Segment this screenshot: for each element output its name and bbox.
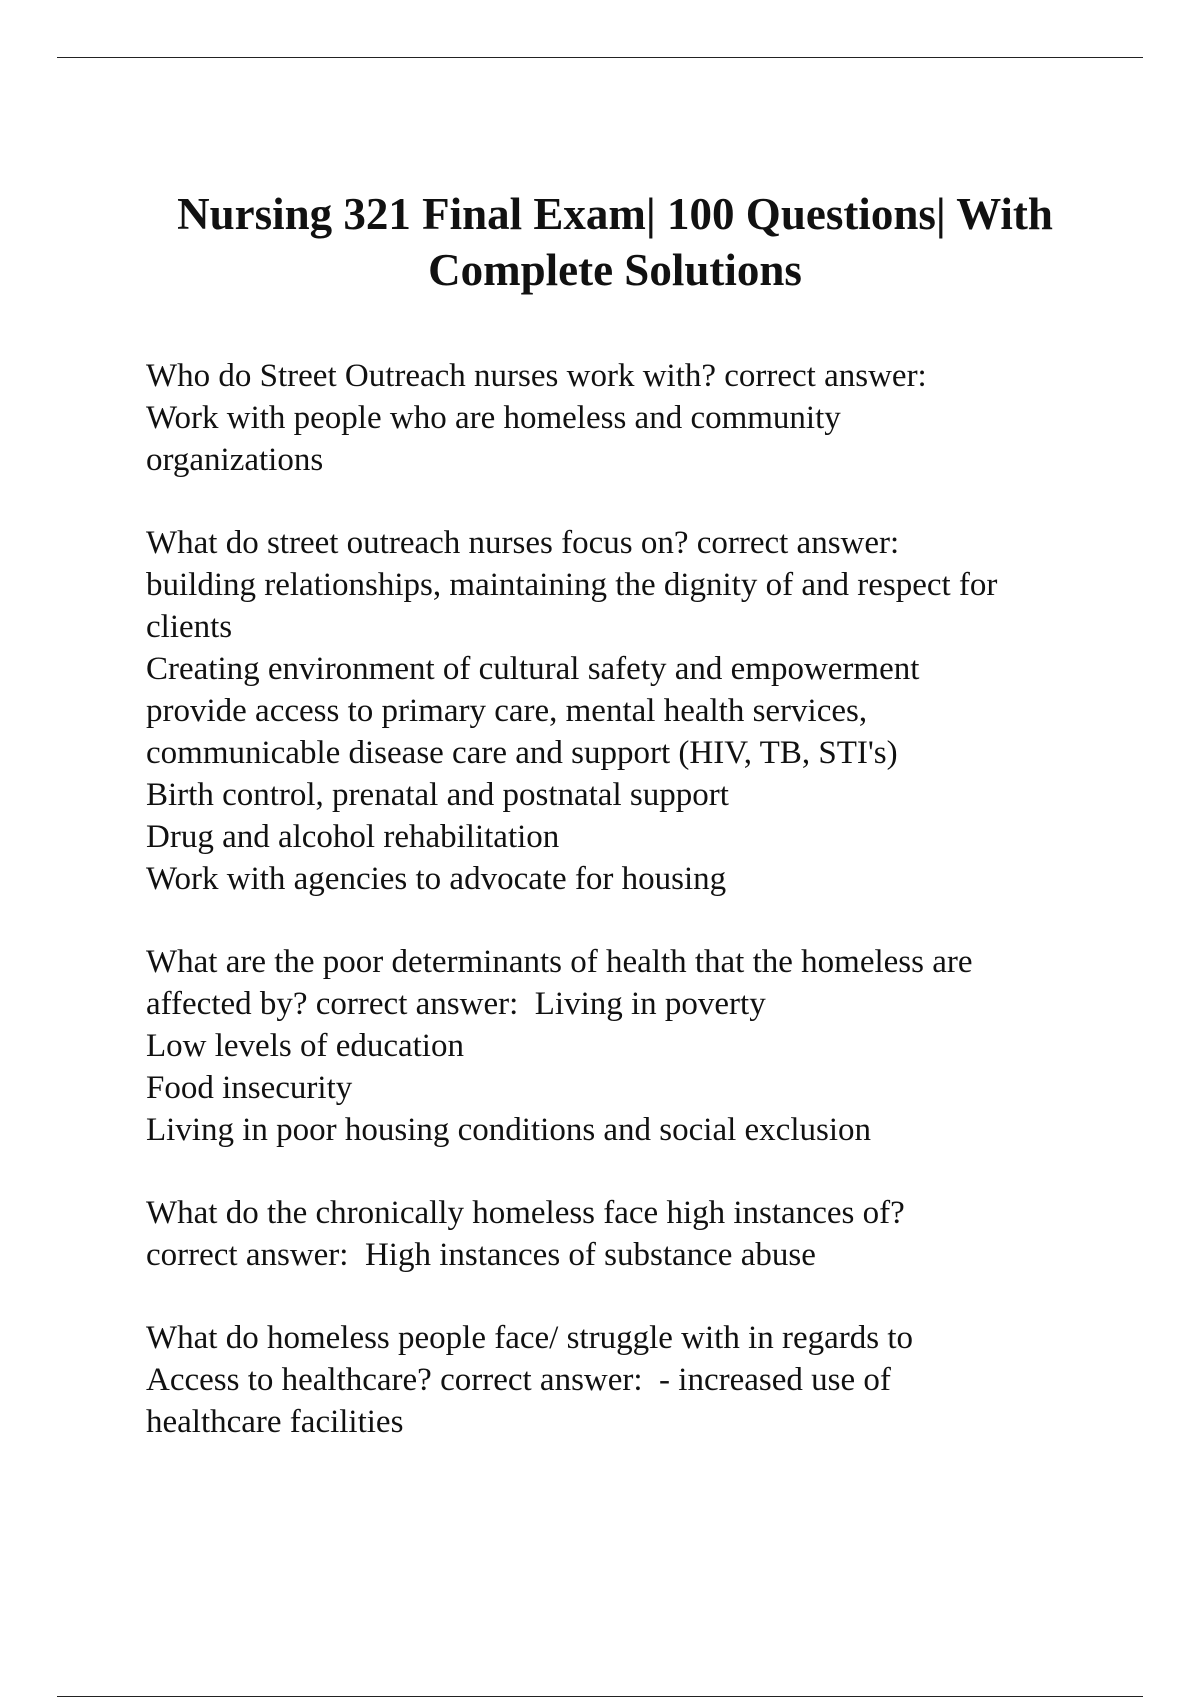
qa-entry-5 xyxy=(146,1317,1146,1443)
text-line: Drug and alcohol rehabilitation xyxy=(146,819,560,855)
text-line: What do homeless people face/ struggle with in regards to xyxy=(146,1320,914,1356)
document-body xyxy=(146,355,1146,1484)
text-line: Who do Street Outreach nurses work with? correct answer: xyxy=(146,358,927,394)
text-line: What do the chronically homeless face high instances of? xyxy=(146,1195,905,1231)
qa-entry-1 xyxy=(146,355,1146,481)
title-line-1: Nursing 321 Final Exam| 100 Questions| With xyxy=(177,189,1053,239)
text-line: provide access to primary care, mental health services, xyxy=(146,693,868,729)
qa-entry-4 xyxy=(146,1192,1146,1276)
text-line: healthcare facilities xyxy=(146,1404,404,1440)
text-line: organizations xyxy=(146,442,324,478)
text-line: building relationships, maintaining the dignity of and respect for xyxy=(146,567,998,603)
bottom-rule xyxy=(57,1696,1143,1697)
text-line: Work with agencies to advocate for housing xyxy=(146,861,727,897)
qa-entry-3 xyxy=(146,941,1146,1151)
page-title xyxy=(120,186,1110,298)
title-line-2: Complete Solutions xyxy=(428,245,802,295)
qa-entry-2 xyxy=(146,522,1146,900)
text-line: What are the poor determinants of health that the homeless are xyxy=(146,944,973,980)
top-rule xyxy=(57,57,1143,58)
text-line: Low levels of education xyxy=(146,1028,464,1064)
text-line: What do street outreach nurses focus on? correct answer: xyxy=(146,525,900,561)
text-line: Birth control, prenatal and postnatal support xyxy=(146,777,729,813)
text-line: Living in poor housing conditions and social exclusion xyxy=(146,1112,872,1148)
text-line: affected by? correct answer: Living in poverty xyxy=(146,986,766,1022)
text-line: Creating environment of cultural safety and empowerment xyxy=(146,651,920,687)
text-line: clients xyxy=(146,609,233,645)
text-line: Food insecurity xyxy=(146,1070,353,1106)
text-line: Access to healthcare? correct answer: - increased use of xyxy=(146,1362,891,1398)
text-line: communicable disease care and support (HIV, TB, STI's) xyxy=(146,735,898,771)
text-line: correct answer: High instances of substance abuse xyxy=(146,1237,816,1273)
text-line: Work with people who are homeless and community xyxy=(146,400,841,436)
